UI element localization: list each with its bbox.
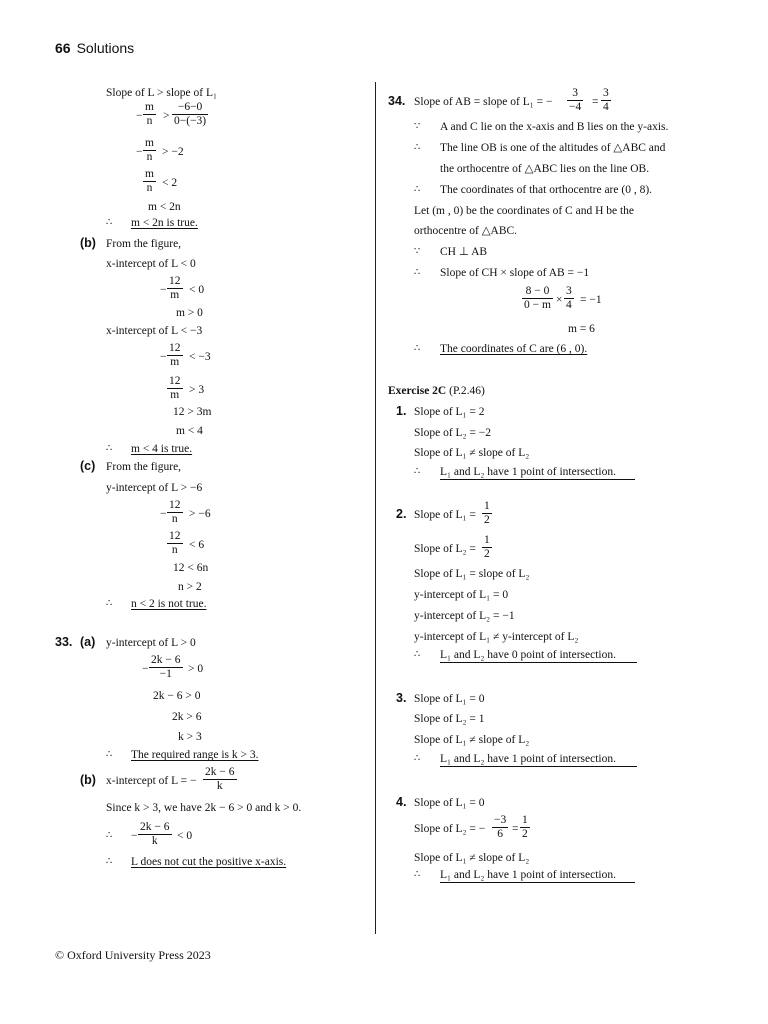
- question-number: 33.: [55, 635, 73, 649]
- fraction: $\frac{3}{4}$: [566, 285, 572, 311]
- text-line: Slope of L₁ = 0: [414, 693, 485, 705]
- math-sign: >: [163, 110, 170, 122]
- text-line: Slope of L₂ = −2: [414, 427, 492, 439]
- because-symbol: ∵: [414, 246, 421, 257]
- math-sign: −: [160, 284, 167, 296]
- fraction: $\frac{8 - 0}{0 - m}$: [524, 285, 551, 311]
- text-line: x-intercept of L = −: [106, 775, 197, 787]
- fraction: $\frac{12}{n}$: [169, 530, 181, 556]
- math-sign: −: [160, 351, 167, 363]
- math-text: 2k − 6 > 0: [153, 690, 201, 702]
- text-line: Slope of CH × slope of AB = −1: [440, 267, 590, 279]
- fraction: $\frac{m}{n}$: [145, 168, 154, 194]
- text-line: y-intercept of L > 0: [106, 637, 196, 649]
- conclusion: The required range is k > 3.: [131, 749, 259, 761]
- fraction: $\frac{2k - 6}{-1}$: [151, 654, 181, 680]
- text-line: Slope of L₂ = 1: [414, 713, 485, 725]
- fraction: $\frac{-3}{6}$: [494, 814, 507, 840]
- text-line: Let (m , 0) be the coordinates of C and H be the: [414, 205, 635, 217]
- fraction: $\frac{12}{n}$: [169, 499, 181, 525]
- text-line: A and C lie on the x-axis and B lies on the y-axis.: [440, 121, 669, 133]
- math-text: < 0: [189, 284, 205, 296]
- therefore-symbol: ∴: [414, 184, 421, 195]
- fraction: $\frac{1}{2}$: [484, 500, 490, 526]
- conclusion: The coordinates of C are (6 , 0).: [440, 343, 588, 355]
- therefore-symbol: ∴: [414, 343, 421, 354]
- text-line: Slope of L > slope of L₁: [106, 87, 217, 99]
- text-line: x-intercept of L < 0: [106, 258, 196, 270]
- math-text: = −1: [580, 294, 602, 306]
- conclusion-box: L₁ and L₂ have 1 point of intersection.: [440, 465, 635, 480]
- math-sign: −: [136, 146, 143, 158]
- therefore-symbol: ∴: [106, 598, 113, 609]
- exercise-title: Exercise 2C: [388, 385, 447, 397]
- fraction: $\frac{3}{-4}$: [569, 87, 582, 113]
- math-text: m < 2n: [148, 201, 181, 213]
- part-label: (a): [80, 635, 96, 649]
- exercise-ref: (P.2.46): [449, 385, 485, 397]
- math-text: > −2: [162, 146, 184, 158]
- text-line: Slope of L₁ ≠ slope of L₂: [414, 447, 530, 459]
- math-text: m > 0: [176, 307, 203, 319]
- therefore-symbol: ∴: [414, 466, 421, 477]
- fraction: $\frac{2k - 6}{k}$: [205, 766, 235, 792]
- exercise-heading: [388, 384, 485, 398]
- math-text: m < 4: [176, 425, 203, 437]
- text-line: Slope of L₁ ≠ slope of L₂: [414, 734, 530, 746]
- fraction: $\frac{1}{2}$: [522, 814, 528, 840]
- text-line: Slope of L₁ = slope of L₂: [414, 568, 530, 580]
- text-line: From the figure,: [106, 238, 182, 250]
- therefore-symbol: ∴: [106, 217, 113, 228]
- page-footer: © Oxford University Press 2023: [55, 948, 211, 962]
- math-sign: −: [131, 830, 138, 842]
- math-text: 12 < 6n: [173, 562, 209, 574]
- fraction: $\frac{12}{m}$: [169, 342, 181, 368]
- math-text: > −6: [189, 508, 211, 520]
- conclusion-box: L₁ and L₂ have 1 point of intersection.: [440, 752, 637, 767]
- therefore-symbol: ∴: [106, 443, 113, 454]
- math-sign: −: [142, 663, 149, 675]
- question-number: 3.: [396, 691, 407, 705]
- column-divider: [375, 82, 376, 934]
- math-text: m = 6: [568, 323, 595, 335]
- math-text: < 6: [189, 539, 205, 551]
- therefore-symbol: ∴: [414, 753, 421, 764]
- text-line: Slope of L₁ ≠ slope of L₂: [414, 852, 530, 864]
- fraction: $\frac{m}{n}$: [145, 137, 154, 163]
- conclusion: L does not cut the positive x-axis.: [131, 856, 287, 868]
- math-text: < 0: [177, 830, 193, 842]
- fraction: $\frac{1}{2}$: [484, 534, 490, 560]
- therefore-symbol: ∴: [414, 649, 421, 660]
- text-line: Since k > 3, we have 2k − 6 > 0 and k > 0.: [106, 802, 302, 814]
- text-line: CH ⊥ AB: [440, 246, 488, 258]
- text-line: y-intercept of L > −6: [106, 482, 203, 494]
- question-number: 2.: [396, 507, 407, 521]
- math-sign: =: [592, 96, 599, 108]
- text-line: y-intercept of L₁ ≠ y-intercept of L₂: [414, 631, 579, 643]
- math-text: 2k > 6: [172, 711, 202, 723]
- math-sign: =: [512, 823, 519, 835]
- therefore-symbol: ∴: [414, 267, 421, 278]
- therefore-symbol: ∴: [414, 142, 421, 153]
- math-text: < −3: [189, 351, 211, 363]
- conclusion: m < 2n is true.: [131, 217, 198, 229]
- text-line: y-intercept of L₁ = 0: [414, 589, 509, 601]
- fraction: $\frac{-6-0}{0-(-3)}$: [174, 101, 207, 127]
- text-line: Slope of AB = slope of L₁ = −: [414, 96, 553, 108]
- math-text: > 3: [189, 384, 205, 396]
- math-sign: −: [160, 508, 167, 520]
- conclusion: m < 4 is true.: [131, 443, 193, 455]
- page-header: [55, 40, 134, 56]
- therefore-symbol: ∴: [106, 830, 113, 841]
- conclusion-box: L₁ and L₂ have 0 point of intersection.: [440, 648, 637, 663]
- text-line: Slope of L₁ = 0: [414, 797, 485, 809]
- text-line: y-intercept of L₂ = −1: [414, 610, 515, 622]
- conclusion-box: L₁ and L₂ have 1 point of intersection.: [440, 868, 635, 883]
- part-label: (c): [80, 459, 96, 473]
- text-line: Slope of L₁ =: [414, 509, 476, 521]
- fraction: $\frac{2k - 6}{k}$: [140, 821, 170, 847]
- question-number: 34.: [388, 94, 406, 108]
- section-title: Solutions: [76, 40, 135, 56]
- text-line: Slope of L₂ = −: [414, 823, 486, 835]
- fraction: $\frac{12}{m}$: [169, 375, 181, 401]
- therefore-symbol: ∴: [414, 869, 421, 880]
- question-number: 1.: [396, 404, 407, 418]
- text-line: The line OB is one of the altitudes of △ABC and: [440, 142, 666, 154]
- text-line: From the figure,: [106, 461, 182, 473]
- text-line: x-intercept of L < −3: [106, 325, 203, 337]
- text-line: The coordinates of that orthocentre are (0 , 8).: [440, 184, 653, 196]
- text-line: Slope of L₁ = 2: [414, 406, 485, 418]
- text-line: Slope of L₂ =: [414, 543, 476, 555]
- part-label: (b): [80, 773, 96, 787]
- math-text: 12 > 3m: [173, 406, 212, 418]
- fraction: $\frac{12}{m}$: [169, 275, 181, 301]
- math-text: < 2: [162, 177, 178, 189]
- fraction: $\frac{m}{n}$: [145, 101, 154, 127]
- therefore-symbol: ∴: [106, 856, 113, 867]
- math-sign: −: [136, 110, 143, 122]
- part-label: (b): [80, 236, 96, 250]
- math-text: k > 3: [178, 731, 202, 743]
- page-number: 66: [55, 40, 71, 56]
- math-text: n > 2: [178, 581, 202, 593]
- text-line: orthocentre of △ABC.: [414, 225, 518, 237]
- math-sign: ×: [556, 294, 563, 306]
- conclusion: n < 2 is not true.: [131, 598, 207, 610]
- math-text: > 0: [188, 663, 204, 675]
- therefore-symbol: ∴: [106, 749, 113, 760]
- fraction: $\frac{3}{4}$: [603, 87, 609, 113]
- question-number: 4.: [396, 795, 407, 809]
- because-symbol: ∵: [414, 121, 421, 132]
- text-line: the orthocentre of △ABC lies on the line OB.: [440, 163, 650, 175]
